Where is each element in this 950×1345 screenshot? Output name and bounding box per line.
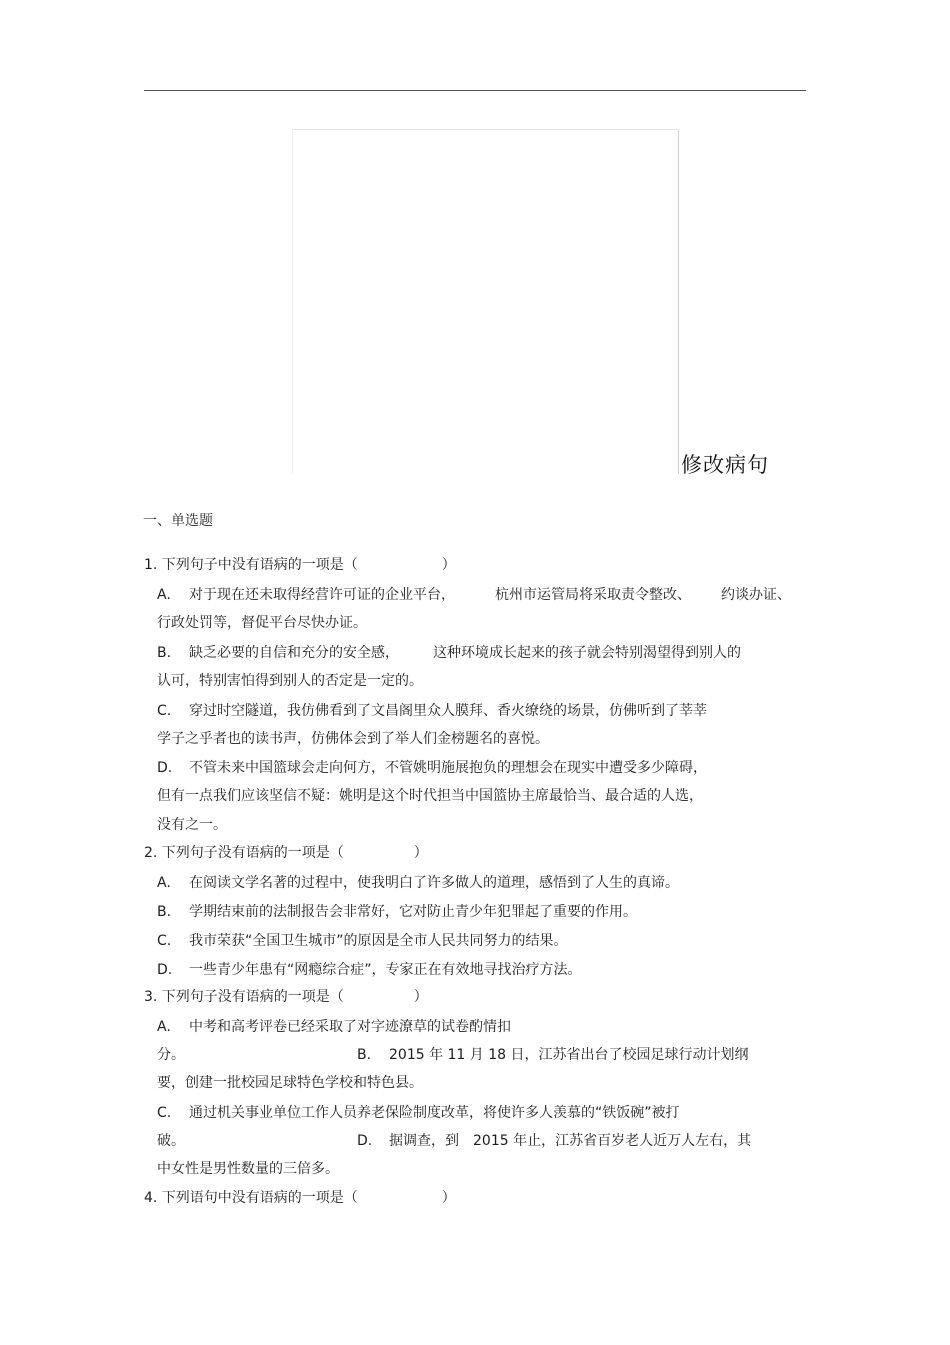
option-text: 2015 年 11 月 18 日，江苏省出台了校园足球行动计划纲 <box>389 1047 749 1063</box>
header-rule <box>144 90 806 91</box>
question-2-stem: 2. 下列句子没有语病的一项是（ ） <box>144 845 428 861</box>
option-label: C. <box>157 933 172 949</box>
q2-option-a[interactable] <box>157 873 679 893</box>
q3-option-a[interactable] <box>157 1017 511 1037</box>
option-text: 一些青少年患有“网瘾综合症”，专家正在有效地寻找治疗方法。 <box>189 962 582 978</box>
q1-option-a[interactable] <box>157 585 791 605</box>
q3-option-c[interactable] <box>157 1103 680 1123</box>
option-text: 学期结束前的法制报告会非常好，它对防止青少年犯罪起了重要的作用。 <box>189 904 637 920</box>
q2-option-d[interactable] <box>157 960 582 980</box>
q1-option-b-cont: 认可，特别害怕得到别人的否定是一定的。 <box>157 673 423 689</box>
q1-option-d[interactable] <box>157 758 707 778</box>
question-1-stem: 1. 下列句子中没有语病的一项是（ ） <box>144 557 456 573</box>
q3-option-a-cont: 分。 <box>157 1047 185 1063</box>
option-label: C. <box>157 1105 172 1121</box>
q3-option-b[interactable] <box>357 1045 749 1065</box>
option-text: 在阅读文学名著的过程中，使我明白了许多做人的道理，感悟到了人生的真谛。 <box>189 875 679 891</box>
q1-option-a-cont: 行政处罚等，督促平台尽快办证。 <box>157 615 367 631</box>
option-text: 我市荣获“全国卫生城市”的原因是全市人民共同努力的结果。 <box>189 933 568 949</box>
q1-option-b[interactable] <box>157 643 741 663</box>
option-label: C. <box>157 703 172 719</box>
q1-option-d-cont: 但有一点我们应该坚信不疑：姚明是这个时代担当中国篮协主席最恰当、最合适的人选， <box>157 788 703 804</box>
option-label: A. <box>157 587 171 603</box>
option-label: A. <box>157 1019 171 1035</box>
option-label: A. <box>157 875 171 891</box>
option-label: D. <box>157 760 173 776</box>
option-text: 这种环境成长起来的孩子就会特别渴望得到别人的 <box>433 645 741 661</box>
q1-option-d-cont: 没有之一。 <box>157 817 227 833</box>
option-text: 杭州市运管局将采取责令整改、 <box>495 587 691 603</box>
option-text: 缺乏必要的自信和充分的安全感， <box>189 645 399 661</box>
q2-option-b[interactable] <box>157 902 637 922</box>
section-heading: 一、单选题 <box>143 513 213 529</box>
option-text: 不管未来中国篮球会走向何方，不管姚明施展抱负的理想会在现实中遭受多少障碍， <box>189 760 707 776</box>
document-title: 修改病句 <box>681 453 769 477</box>
q1-option-c-cont: 学子之乎者也的读书声，仿佛体会到了举人们金榜题名的喜悦。 <box>157 731 549 747</box>
option-label: B. <box>157 904 172 920</box>
option-text: 通过机关事业单位工作人员养老保险制度改革，将使许多人羡慕的“铁饭碗”被打 <box>189 1105 680 1121</box>
option-label: D. <box>357 1133 373 1149</box>
option-label: B. <box>157 645 172 661</box>
question-3-stem: 3. 下列句子没有语病的一项是（ ） <box>144 989 428 1005</box>
option-text: 对于现在还未取得经营许可证的企业平台， <box>189 587 455 603</box>
option-label: D. <box>157 962 173 978</box>
option-text: 约谈办证、 <box>721 587 791 603</box>
option-text: 据调查，到 2015 年止，江苏省百岁老人近万人左右，其 <box>389 1133 752 1149</box>
option-text: 穿过时空隧道，我仿佛看到了文昌阁里众人膜拜、香火缭绕的场景，仿佛听到了莘莘 <box>189 703 707 719</box>
q3-option-d[interactable] <box>357 1131 751 1151</box>
q3-option-c-cont: 破。 <box>157 1133 185 1149</box>
q1-option-c[interactable] <box>157 701 707 721</box>
option-label: B. <box>357 1047 372 1063</box>
figure-placeholder <box>292 129 679 474</box>
option-text: 中考和高考评卷已经采取了对字迹潦草的试卷酌情扣 <box>189 1019 511 1035</box>
question-4-stem: 4. 下列语句中没有语病的一项是（ ） <box>144 1190 456 1206</box>
q3-option-d-cont: 中女性是男性数量的三倍多。 <box>157 1161 339 1177</box>
q2-option-c[interactable] <box>157 931 568 951</box>
q3-option-b-cont: 要，创建一批校园足球特色学校和特色县。 <box>157 1075 423 1091</box>
